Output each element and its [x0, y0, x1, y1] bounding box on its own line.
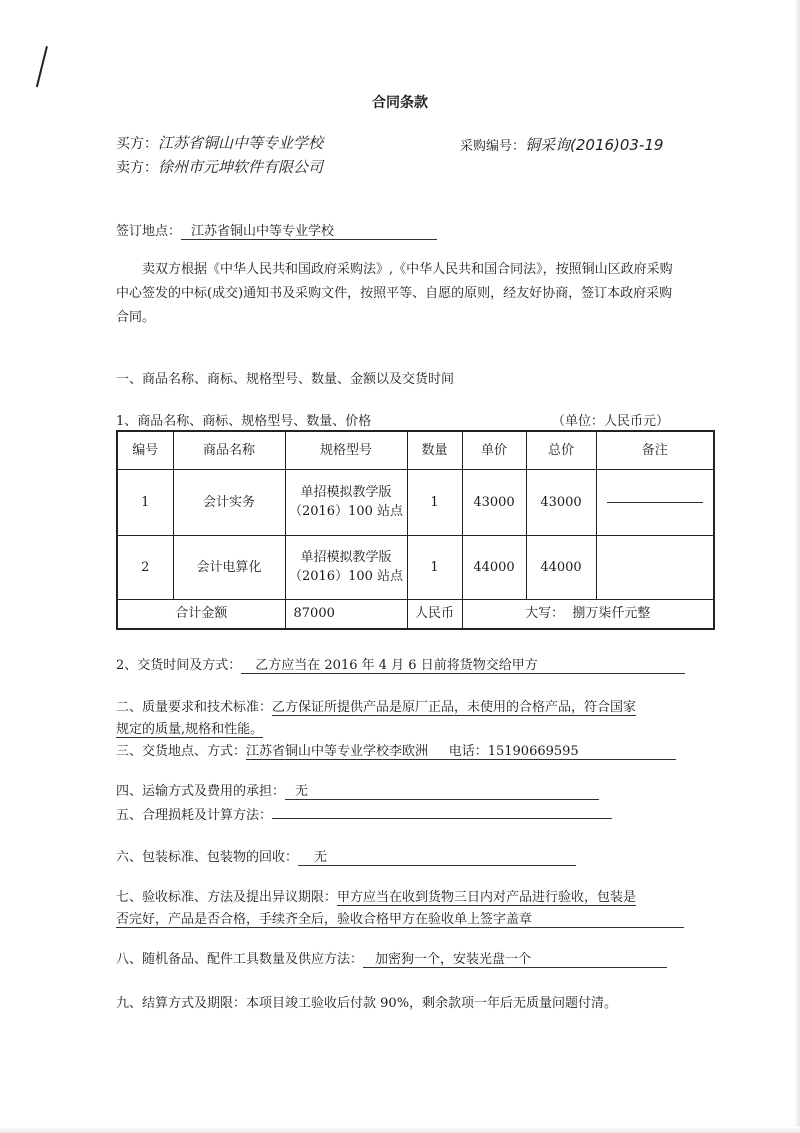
row-name: 会计实务	[173, 469, 285, 535]
clause-settlement	[116, 992, 617, 1011]
scan-bottom-shadow	[0, 1127, 800, 1133]
scan-edge-shadow	[794, 0, 800, 1133]
clause-value: 无	[298, 846, 576, 866]
sum-label: 合计金额	[117, 599, 285, 629]
header-spec: 规格型号	[285, 431, 407, 469]
clause-label: 六、包装标准、包装物的回收：	[116, 850, 299, 865]
sum-currency: 人民币	[407, 599, 462, 629]
daxie-label: 大写：	[525, 606, 565, 622]
clause-value-line2: 否完好，产品是否合格，手续齐全后，验收合格甲方在验收单上签字盖章	[116, 908, 684, 928]
clause-value	[272, 802, 612, 819]
clause-label: 2、交货时间及方式：	[116, 658, 242, 673]
buyer-value: 江苏省铜山中等专业学校	[158, 134, 324, 152]
clause-accessories	[116, 948, 667, 968]
clause-transport	[116, 780, 599, 800]
remark-blank-line	[607, 501, 703, 503]
table-row	[117, 469, 714, 535]
clause-label: 二、质量要求和技术标准：	[116, 700, 273, 715]
buyer-label: 买方：	[116, 136, 158, 152]
clause-delivery-time	[116, 654, 685, 674]
header-total: 总价	[526, 431, 596, 469]
table-row	[117, 535, 714, 599]
row-total: 44000	[526, 535, 596, 599]
clause-label: 九、结算方式及期限：	[116, 996, 247, 1011]
clause-acceptance	[116, 886, 636, 906]
seller-label: 卖方：	[116, 160, 158, 176]
header-name: 商品名称	[173, 431, 285, 469]
purchase-number-row	[460, 134, 663, 155]
clause-label: 四、运输方式及费用的承担：	[116, 784, 286, 799]
sign-place-row	[116, 220, 437, 240]
clause-quality	[116, 696, 636, 716]
clause-label: 七、验收标准、方法及提出异议期限：	[116, 890, 338, 905]
row-spec: 单招模拟教学版（2016）100 站点	[285, 535, 407, 599]
clause-value-line1: 乙方保证所提供产品是原厂正品，未使用的合格产品，符合国家	[272, 696, 636, 716]
clause-value: 加密狗一个，安装光盘一个	[363, 948, 667, 968]
seller-value: 徐州市元坤软件有限公司	[158, 158, 324, 176]
daxie-value: 捌万柒仟元整	[572, 606, 651, 622]
row-remark	[596, 535, 714, 599]
phone-label: 电话：	[448, 744, 488, 759]
clause-label: 八、随机备品、配件工具数量及供应方法：	[116, 952, 364, 967]
clause-quality-cont	[116, 718, 263, 738]
sign-place-value: 江苏省铜山中等专业学校	[181, 220, 437, 240]
clause-label: 三、交货地点、方式：	[116, 744, 247, 759]
buyer-row	[116, 132, 323, 153]
clause-delivery-place	[116, 740, 676, 760]
purchase-number-label: 采购编号：	[460, 139, 526, 154]
clause-acceptance-cont	[116, 908, 684, 928]
row-qty: 1	[407, 535, 462, 599]
row-total: 43000	[526, 469, 596, 535]
sum-value: 87000	[285, 599, 407, 629]
pen-mark	[36, 46, 48, 87]
sign-place-label: 签订地点：	[116, 224, 182, 239]
row-no: 2	[117, 535, 173, 599]
clause-value-line2: 规定的质量,规格和性能。	[116, 718, 263, 738]
clause-value-line1: 甲方应当在收到货物三日内对产品进行验收，包装是	[337, 886, 636, 906]
document-title: 合同条款	[372, 95, 428, 111]
clause-value: 乙方应当在 2016 年 4 月 6 日前将货物交给甲方	[241, 654, 685, 674]
header-price: 单价	[462, 431, 526, 469]
seller-row	[116, 156, 323, 177]
row-remark	[596, 469, 714, 535]
clause-packaging	[116, 846, 576, 866]
goods-table	[116, 430, 715, 630]
row-no: 1	[117, 469, 173, 535]
sum-daxie	[462, 599, 714, 629]
section-1-heading: 一、商品名称、商标、规格型号、数量、金额以及交货时间	[116, 372, 455, 387]
row-qty: 1	[407, 469, 462, 535]
unit-note: （单位：人民币元）	[552, 414, 670, 429]
delivery-place-value: 江苏省铜山中等专业学校李欧洲	[246, 744, 429, 759]
clause-label: 五、合理损耗及计算方法：	[116, 808, 273, 823]
intro-paragraph: 卖双方根据《中华人民共和国政府采购法》,《中华人民共和国合同法》，按照铜山区政府采购中心签发的中标(成交)通知书及采购文件，按照平等、自愿的原则，经友好协商，签订本政府采购合同。	[116, 262, 673, 325]
row-name: 会计电算化	[173, 535, 285, 599]
clause-value: 本项目竣工验收后付款 90%，剩余款项一年后无质量问题付清。	[246, 996, 618, 1011]
clause-value: 无	[285, 780, 599, 800]
header-qty: 数量	[407, 431, 462, 469]
row-spec: 单招模拟教学版（2016）100 站点	[285, 469, 407, 535]
table-sum-row	[117, 599, 714, 629]
clause-loss	[116, 802, 612, 823]
purchase-number-value: 铜采询(2016)03-19	[525, 136, 664, 154]
header-no: 编号	[117, 431, 173, 469]
sub-1-heading: 1、商品名称、商标、规格型号、数量、价格	[116, 414, 372, 429]
row-price: 43000	[462, 469, 526, 535]
header-remark: 备注	[596, 431, 714, 469]
phone-value: 15190669595	[487, 744, 579, 759]
table-header-row	[117, 431, 714, 469]
clause-value	[246, 740, 676, 760]
row-price: 44000	[462, 535, 526, 599]
